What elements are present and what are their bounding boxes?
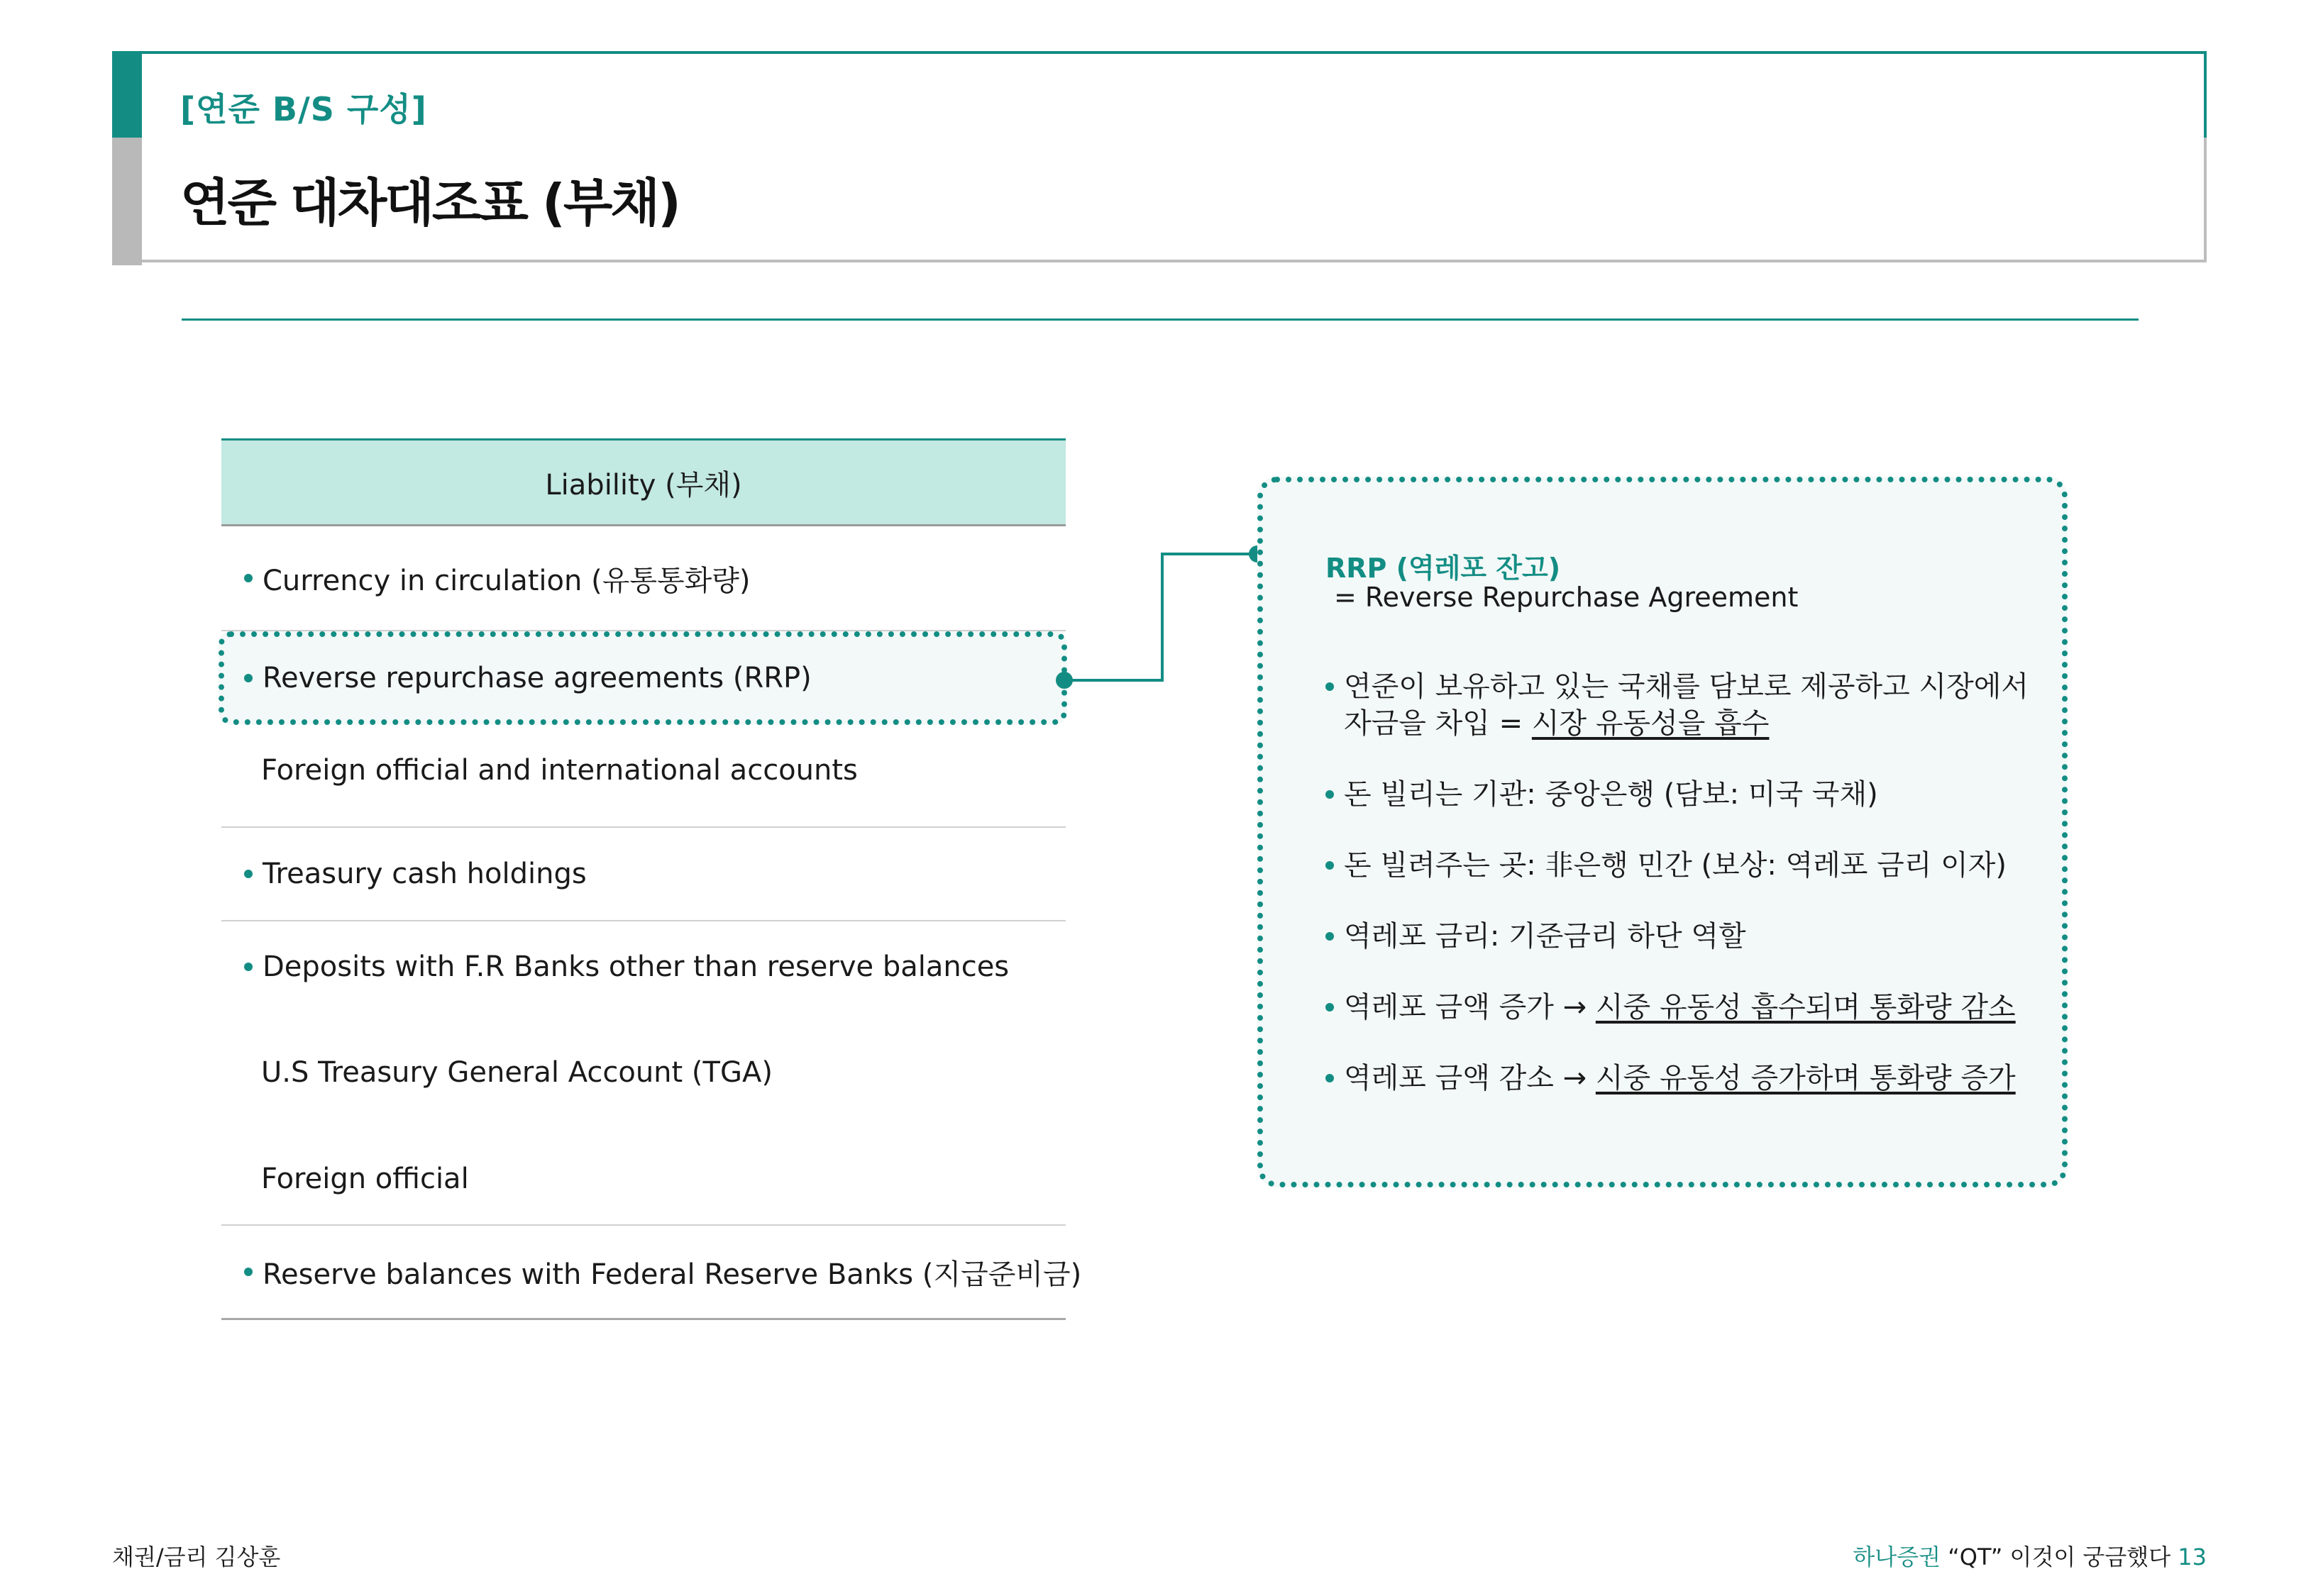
- callout-item-emphasis: 시중 유동성 흡수되며 통화량 감소: [1595, 991, 2016, 1024]
- page-number: 13: [2178, 1544, 2207, 1570]
- table-header: Liability (부채): [221, 438, 1066, 526]
- row-label: Reserve balances with Federal Reserve Banks (지급준비금): [263, 1258, 1082, 1291]
- bullet-dot-icon: [1325, 932, 1334, 941]
- header-accent-bar: [112, 51, 142, 138]
- header-accent-right: [2204, 51, 2207, 138]
- bullet-dot-icon: [244, 963, 253, 971]
- callout-item-emphasis: 시장 유동성을 흡수: [1531, 707, 1770, 740]
- callout-item: [1325, 989, 2016, 1026]
- callout-item-line1: 연준이 보유하고 있는 국채를 담보로 제공하고 시장에서: [1344, 670, 2029, 703]
- bullet-dot-icon: [244, 870, 253, 878]
- callout-subtitle: = Reverse Repurchase Agreement: [1334, 582, 1799, 613]
- header-box: [112, 51, 2207, 262]
- connector-line: [1064, 554, 1257, 680]
- bullet-dot-icon: [1325, 682, 1334, 691]
- callout-item-line2: 자금을 차입 =: [1344, 707, 1532, 740]
- callout-item-text: 역레포 금리: 기준금리 하단 역할: [1344, 920, 1746, 953]
- callout-item-text: 돈 빌려주는 곳: 非은행 민간 (보상: 역레포 금리 이자): [1344, 849, 2007, 882]
- row-label: Currency in circulation (유통통화량): [263, 564, 751, 597]
- bullet-dot-icon: [244, 674, 253, 682]
- bullet-dot-icon: [244, 574, 253, 582]
- header-accent-bar-gray: [112, 138, 142, 265]
- bullet-dot-icon: [1325, 790, 1334, 799]
- divider-rule: [182, 318, 2139, 321]
- callout-item-text: 돈 빌리는 기관: 중앙은행 (담보: 미국 국채): [1344, 778, 1878, 811]
- row-label: U.S Treasury General Account (TGA): [261, 1056, 773, 1089]
- callout-item: [1325, 918, 1746, 955]
- row-label: Deposits with F.R Banks other than reserve balances: [263, 951, 1010, 983]
- callout-item: [1325, 776, 1878, 813]
- row-label: Foreign official and international accounts: [261, 754, 858, 787]
- page-title: 연준 대차대조표 (부채): [180, 173, 679, 233]
- table-bottom-border: [221, 1318, 1066, 1320]
- row-label: Foreign official: [261, 1163, 469, 1195]
- row-label: Reverse repurchase agreements (RRP): [263, 662, 812, 694]
- footer-author: 채권/금리 김상훈: [112, 1544, 281, 1570]
- table-row: [221, 725, 1105, 816]
- footer-brand: 하나증권: [1853, 1544, 1941, 1570]
- footer-series: [1853, 1539, 2207, 1572]
- callout-item: [1325, 668, 2029, 742]
- callout-item-text: 역레포 금액 증가 →: [1344, 991, 1596, 1024]
- bullet-dot-icon: [244, 1268, 253, 1276]
- callout-item: [1325, 847, 2007, 884]
- table-row: [221, 1132, 1105, 1226]
- table-row: [221, 1226, 1088, 1318]
- table-row-rrp[interactable]: [221, 634, 1088, 722]
- bullet-dot-icon: [1325, 861, 1334, 870]
- table-row: [221, 526, 1088, 630]
- section-subtitle: [연준 B/S 구성]: [180, 90, 427, 128]
- table-row: [221, 828, 1088, 920]
- bullet-dot-icon: [1325, 1003, 1334, 1012]
- table-row: [221, 921, 1088, 1012]
- callout-title: RRP (역레포 잔고): [1325, 553, 1561, 584]
- table-row: [221, 1026, 1105, 1119]
- footer-series-title: “QT” 이것이 궁금했다: [1948, 1544, 2171, 1570]
- callout-item: [1325, 1060, 2016, 1097]
- callout-item-emphasis: 시중 유동성 증가하며 통화량 증가: [1595, 1062, 2016, 1095]
- row-label: Treasury cash holdings: [263, 858, 587, 890]
- rrp-callout: [1257, 477, 2068, 1187]
- callout-item-text: 역레포 금액 감소 →: [1344, 1062, 1596, 1095]
- bullet-dot-icon: [1325, 1074, 1334, 1082]
